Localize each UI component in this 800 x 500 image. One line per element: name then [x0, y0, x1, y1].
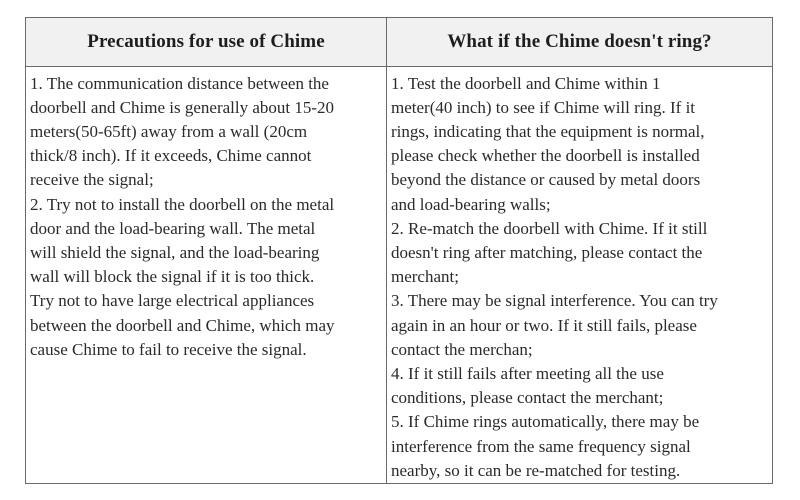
troubleshooting-line: doesn't ring after matching, please contact the — [391, 242, 703, 262]
precautions-line: wall will block the signal if it is too thick. — [30, 267, 315, 287]
troubleshooting-line: 3. There may be signal interference. You can try — [391, 291, 718, 311]
troubleshooting-line: contact the merchan; — [391, 339, 533, 359]
precautions-cell — [26, 67, 387, 483]
precautions-line: door and the load-bearing wall. The metal — [30, 218, 316, 238]
troubleshooting-line: please check whether the doorbell is installed — [391, 146, 700, 166]
troubleshooting-cell — [387, 67, 772, 483]
precautions-line: doorbell and Chime is generally about 15-20 — [30, 97, 335, 117]
troubleshooting-line: beyond the distance or caused by metal doors — [391, 170, 701, 190]
troubleshooting-line: meter(40 inch) to see if Chime will ring. If it — [391, 97, 696, 117]
troubleshooting-line: and load-bearing walls; — [391, 194, 551, 214]
troubleshooting-line: interference from the same frequency signal — [391, 436, 691, 456]
precautions-line: between the doorbell and Chime, which may — [30, 315, 335, 335]
table-header-row — [26, 18, 772, 67]
precautions-line: 1. The communication distance between the — [30, 73, 329, 93]
troubleshooting-line: nearby, so it can be re-matched for testing. — [391, 460, 681, 480]
precautions-line: Try not to have large electrical appliances — [30, 291, 315, 311]
table-body-row — [26, 67, 772, 483]
precautions-line: will shield the signal, and the load-bearing — [30, 242, 320, 262]
troubleshooting-line: merchant; — [391, 267, 459, 287]
precautions-line: 2. Try not to install the doorbell on the metal — [30, 194, 335, 214]
precautions-line: cause Chime to fail to receive the signal. — [30, 339, 307, 359]
troubleshooting-line: 5. If Chime rings automatically, there may be — [391, 412, 700, 432]
troubleshooting-line: 1. Test the doorbell and Chime within 1 — [391, 73, 661, 93]
troubleshooting-line: conditions, please contact the merchant; — [391, 388, 664, 408]
precautions-line: meters(50-65ft) away from a wall (20cm — [30, 121, 308, 141]
header-precautions: Precautions for use of Chime — [26, 18, 387, 66]
instructions-table — [25, 17, 773, 484]
header-troubleshooting: What if the Chime doesn't ring? — [447, 30, 712, 52]
troubleshooting-line: again in an hour or two. If it still fails, please — [391, 315, 697, 335]
troubleshooting-line: rings, indicating that the equipment is normal, — [391, 121, 705, 141]
troubleshooting-line: 4. If it still fails after meeting all the use — [391, 363, 664, 383]
precautions-line: receive the signal; — [30, 170, 154, 190]
troubleshooting-line: 2. Re-match the doorbell with Chime. If it still — [391, 218, 708, 238]
precautions-line: thick/8 inch). If it exceeds, Chime cannot — [30, 146, 312, 166]
